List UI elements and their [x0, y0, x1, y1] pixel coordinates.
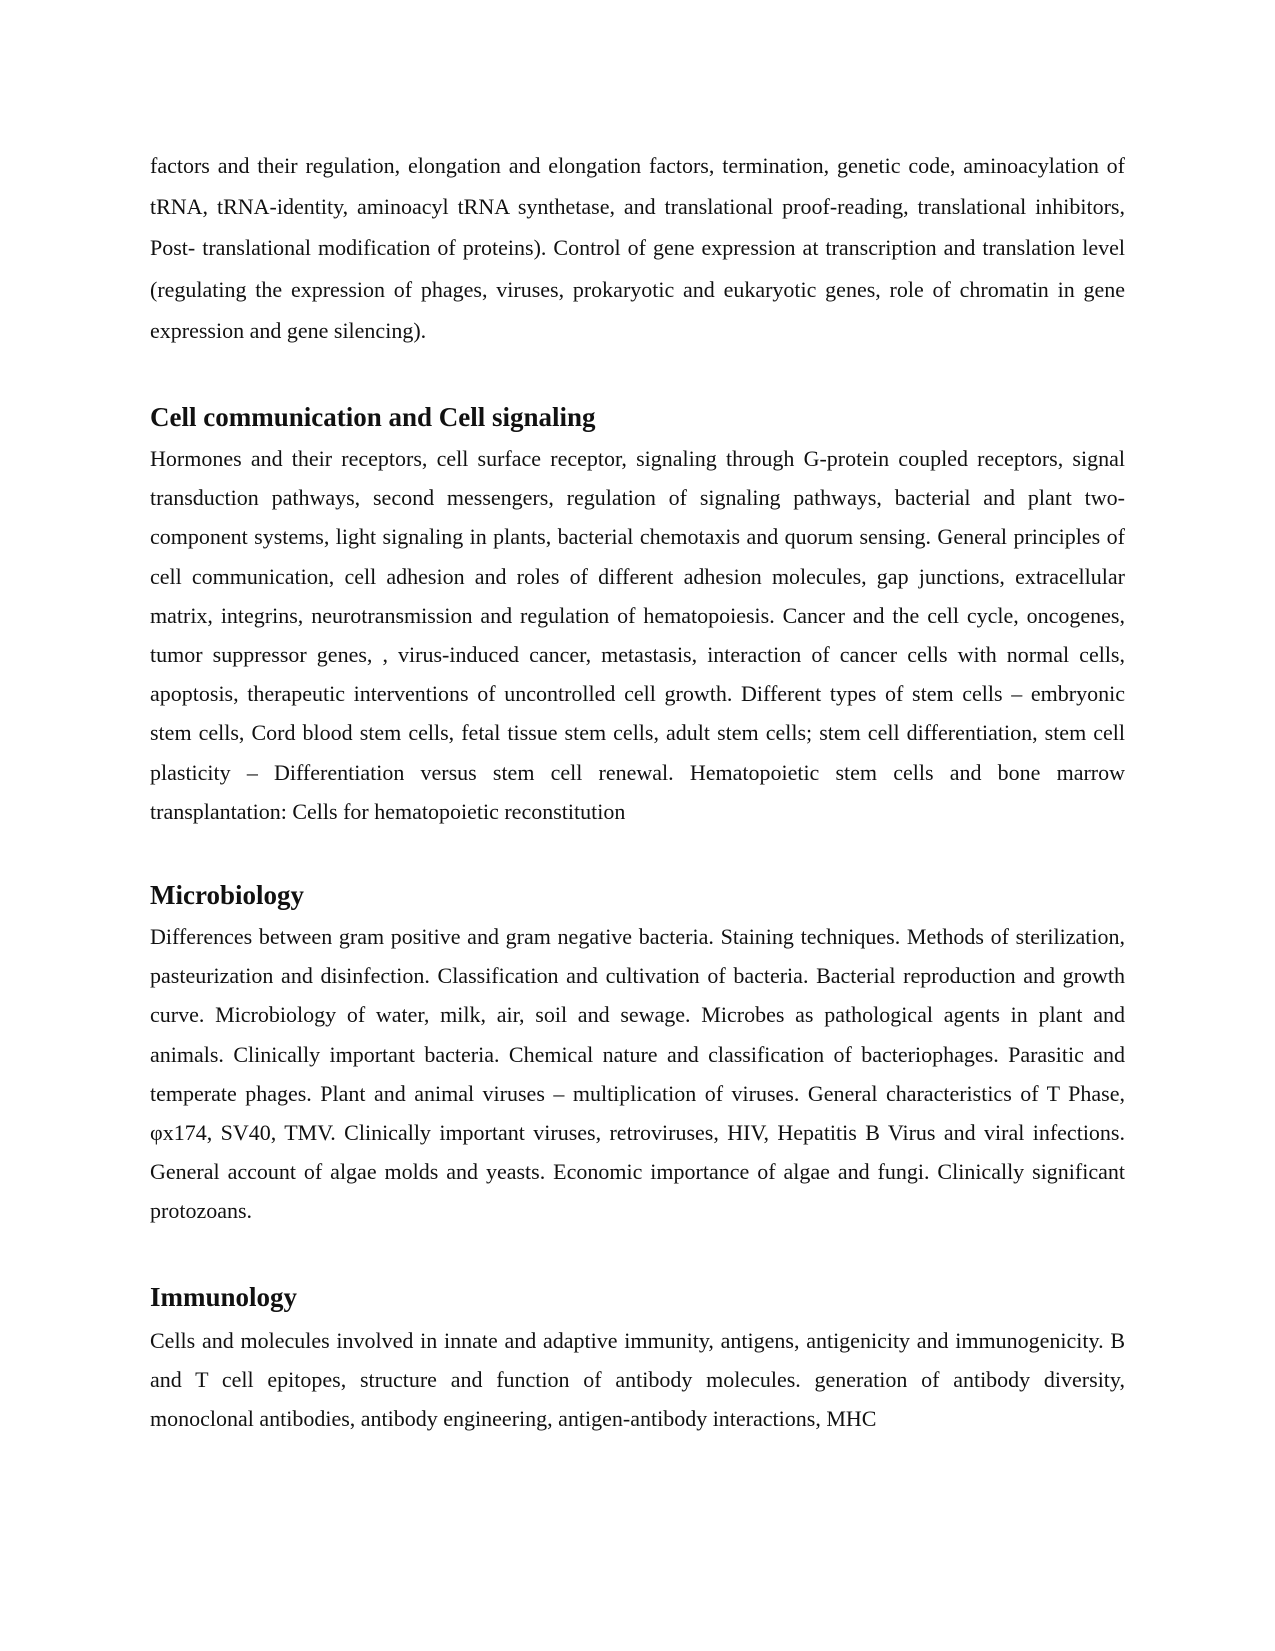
- section-heading: Microbiology: [150, 880, 304, 911]
- section-body: Differences between gram positive and gram negative bacteria. Staining techniques. Methods of sterilization, pasteurization and disinfection. Classification and cultivation of bacteria. Bacterial reproduction and growth curve. Microbiology of water, milk, air, soil and sewage. Microbes as pathological agents in plant and animals. Clinically important bacteria. Chemical nature and classification of bacteriophages. Parasitic and temperate phages. Plant and animal viruses – multiplication of viruses. General characteristics of T Phase, φx174, SV40, TMV. Clinically important viruses, retroviruses, HIV, Hepatitis B Virus and viral infections. General account of algae molds and yeasts. Economic importance of algae and fungi. Clinically significant protozoans.: [150, 924, 1125, 1224]
- section-body: Cells and molecules involved in innate and adaptive immunity, antigens, antigenicity and immunogenicity. B and T cell epitopes, structure and function of antibody molecules. generation of antibody diversity, monoclonal antibodies, antibody engineering, antigen-antibody interactions, MHC: [150, 1327, 1125, 1432]
- section-heading: Cell communication and Cell signaling: [150, 402, 596, 433]
- section-cell-communication: [150, 397, 1125, 831]
- intro-paragraph: factors and their regulation, elongation and elongation factors, termination, genetic code, aminoacylation of tRNA, tRNA-identity, aminoacyl tRNA synthetase, and translational proof-reading, translational inhibitors, Post- translational modification of proteins). Control of gene expression at transcription and translation level (regulating the expression of phages, viruses, prokaryotic and eukaryotic genes, role of chromatin in gene expression and gene silencing).: [150, 153, 1125, 343]
- document-page: [150, 145, 1125, 1438]
- section-immunology: [150, 1277, 1125, 1439]
- section-microbiology: [150, 875, 1125, 1231]
- section-heading: Immunology: [150, 1281, 298, 1312]
- section-body: Hormones and their receptors, cell surface receptor, signaling through G-protein coupled receptors, signal transduction pathways, second messengers, regulation of signaling pathways, bacterial and plant two-component systems, light signaling in plants, bacterial chemotaxis and quorum sensing. General principles of cell communication, cell adhesion and roles of different adhesion molecules, gap junctions, extracellular matrix, integrins, neurotransmission and regulation of hematopoiesis. Cancer and the cell cycle, oncogenes, tumor suppressor genes, , virus-induced cancer, metastasis, interaction of cancer cells with normal cells, apoptosis, therapeutic interventions of uncontrolled cell growth. Different types of stem cells – embryonic stem cells, Cord blood stem cells, fetal tissue stem cells, adult stem cells; stem cell differentiation, stem cell plasticity – Differentiation versus stem cell renewal. Hematopoietic stem cells and bone marrow transplantation: Cells for hematopoietic reconstitution: [150, 446, 1125, 824]
